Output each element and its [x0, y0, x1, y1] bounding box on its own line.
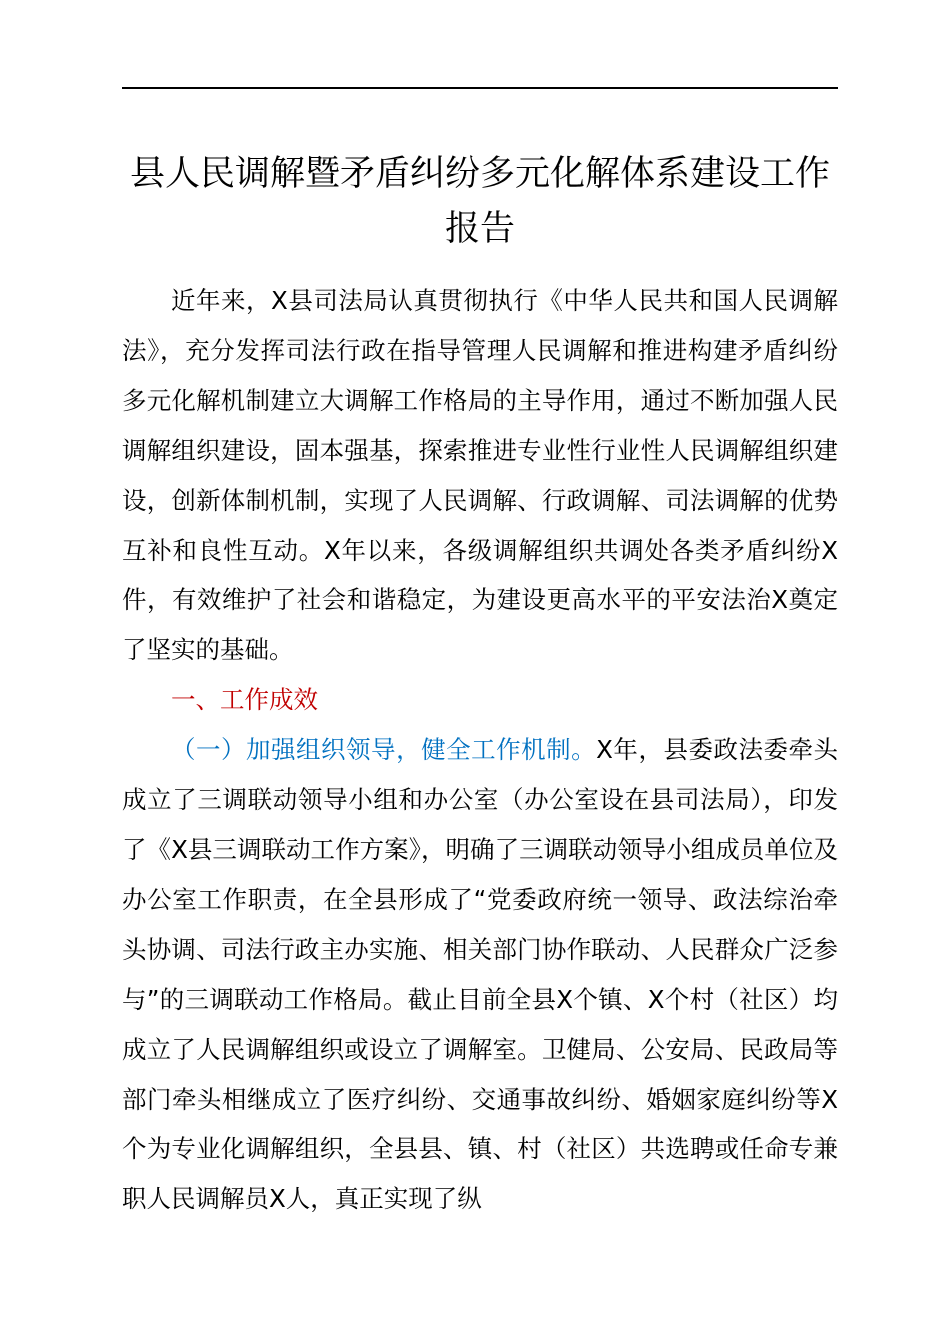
subsection-paragraph-1: [122, 725, 838, 1224]
document-title: [122, 147, 838, 257]
title-line-2: 报告: [444, 209, 515, 249]
intro-paragraph: 近年来，X县司法局认真贯彻执行《中华人民共和国人民调解法》，充分发挥司法行政在指导管理人民调解和推进构建矛盾纠纷多元化解机制建立大调解工作格局的主导作用，通过不断加强人民调解组织建设，固本强基，探索推进专业性行业性人民调解组织建设，创新体制机制，实现了人民调解、行政调解、司法调解的优势互补和良性互动。X年以来，各级调解组织共调处各类矛盾纠纷X件，有效维护了社会和谐稳定，为建设更高水平的平安法治X奠定了坚实的基础。: [122, 286, 838, 665]
subsection-heading-1: （一）加强组织领导，健全工作机制。: [171, 735, 597, 765]
subsection-text-1: X年，县委政法委牵头成立了三调联动领导小组和办公室（办公室设在县司法局），印发了《X县三调联动工作方案》，明确了三调联动领导小组成员单位及办公室工作职责，在全县形成了“党委政府统一领导、政法综治牵头协调、司法行政主办实施、相关部门协作联动、人民群众广泛参与”的三调联动工作格局。截止目前全县X个镇、X个村（社区）均成立了人民调解组织或设立了调解室。卫健局、公安局、民政局等部门牵头相继成立了医疗纠纷、交通事故纠纷、婚姻家庭纠纷等X个为专业化调解组织，全县县、镇、村（社区）共选聘或任命专兼职人民调解员X人，真正实现了纵: [122, 735, 838, 1214]
section-heading-achievements: 一、工作成效: [171, 685, 318, 715]
document-body: [122, 276, 838, 1224]
header-rule: [122, 87, 838, 89]
title-line-1: 县人民调解暨矛盾纠纷多元化解体系建设工作: [129, 154, 830, 194]
